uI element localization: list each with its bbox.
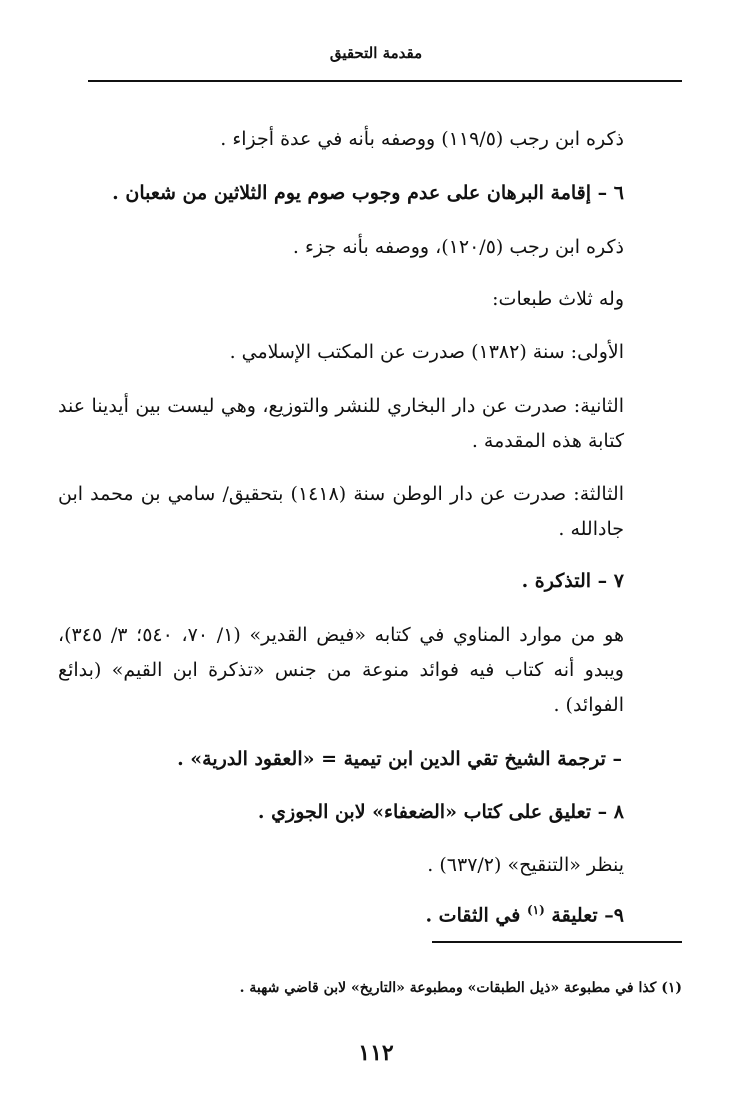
header-divider — [88, 80, 682, 82]
footnote-marker: (١) — [526, 903, 545, 917]
item-8-heading: ٨ – تعليق على كتاب «الضعفاء» لابن الجوزي . — [257, 801, 624, 823]
editions-intro: وله ثلاث طبعات: — [492, 288, 624, 310]
item-7-heading: ٧ – التذكرة . — [521, 570, 624, 592]
edition-first: الأولى: سنة (١٣٨٢) صدرت عن المكتب الإسلامي . — [229, 341, 624, 363]
sub-item-tarjama: – ترجمة الشيخ تقي الدين ابن تيمية = «العقود الدرية» . — [177, 748, 622, 770]
item-9-text: ٩– تعليقة — [551, 904, 624, 927]
running-header: مقدمة التحقيق — [329, 44, 423, 62]
paragraph-ibn-rajab-2: ذكره ابن رجب (١٢٠/٥)، ووصفه بأنه جزء . — [292, 236, 624, 258]
edition-second: الثانية: صدرت عن دار البخاري للنشر والتوزيع، وهي ليست بين أيدينا عند كتابة هذه المقدمة . — [58, 395, 624, 452]
paragraph-ibn-rajab-1: ذكره ابن رجب (١١٩/٥) ووصفه بأنه في عدة أجزاء . — [220, 128, 624, 150]
page-number: ١١٢ — [358, 1040, 394, 1066]
item-9-tail: في الثقات . — [425, 904, 521, 927]
paragraph-manawi: هو من موارد المناوي في كتابه «فيض القدير» (١/ ٧٠، ٥٤٠؛ ٣/ ٣٤٥)، ويبدو أنه كتاب فيه فوائد منوعة من جنس «تذكرة ابن القيم» (بدائع الفوائد) . — [58, 624, 625, 716]
edition-third: الثالثة: صدرت عن دار الوطن سنة (١٤١٨) بتحقيق/ سامي بن محمد ابن جادالله . — [58, 483, 624, 540]
footnote-text: (١) كذا في مطبوعة «ذيل الطبقات» ومطبوعة «التاريخ» لابن قاضي شهبة . — [239, 980, 682, 996]
item-6-heading: ٦ – إقامة البرهان على عدم وجوب صوم يوم الثلاثين من شعبان . — [112, 182, 624, 204]
item-9-heading — [425, 903, 624, 927]
footnote-divider — [432, 941, 682, 943]
paragraph-tanqih: ينظر «التنقيح» (٦٣٧/٢) . — [427, 854, 624, 876]
